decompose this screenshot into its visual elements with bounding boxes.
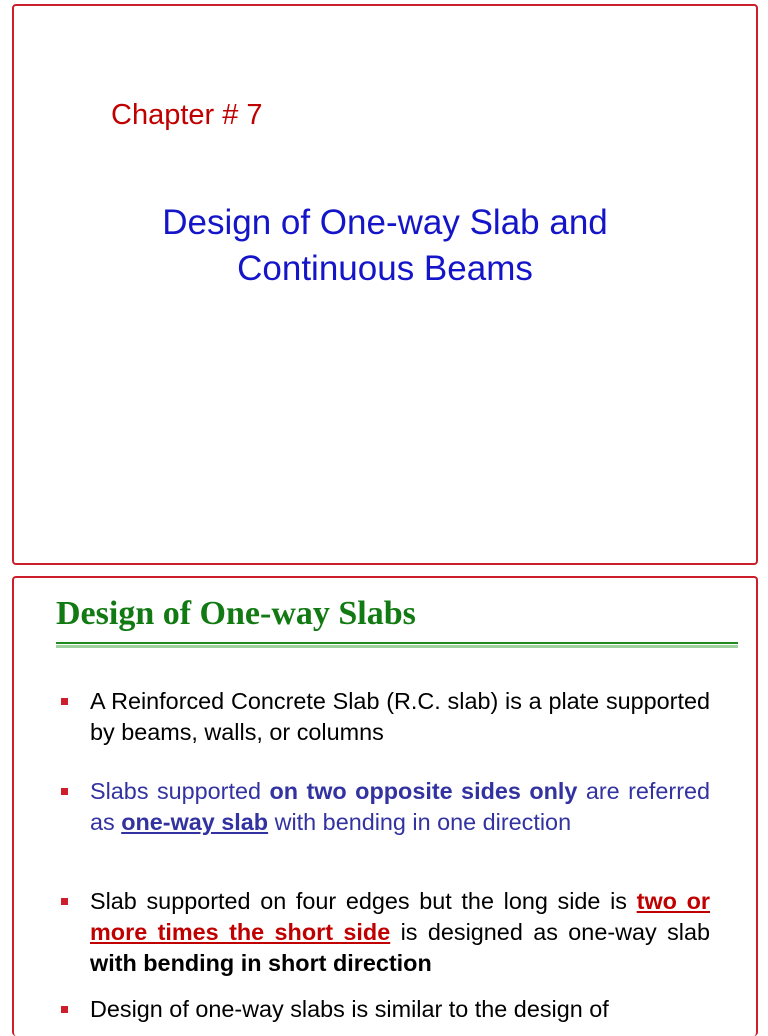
bullet-item bbox=[58, 686, 710, 748]
bullet-text: A Reinforced Concrete Slab (R.C. slab) is a plate supported by beams, walls, or columns bbox=[90, 688, 710, 745]
chapter-label: Chapter # 7 bbox=[111, 99, 263, 131]
slide-title bbox=[14, 200, 756, 292]
bullet-text-part: Slabs supported bbox=[90, 778, 270, 804]
bullet-marker-icon bbox=[61, 788, 68, 795]
bullet-emphasis-red: two or more times the short side bbox=[90, 888, 710, 945]
bullet-text bbox=[90, 776, 710, 838]
bullet-marker-icon bbox=[61, 1006, 68, 1013]
title-slide bbox=[12, 4, 758, 565]
bullet-text-part: are referred as bbox=[90, 778, 710, 835]
bullet-emphasis: with bending in short direction bbox=[90, 950, 432, 976]
bullet-text: Design of one-way slabs is similar to the design of bbox=[90, 996, 609, 1022]
bullet-text-part: is designed as one-way slab bbox=[390, 919, 711, 945]
section-heading: Design of One-way Slabs bbox=[56, 595, 416, 632]
bullet-item bbox=[58, 994, 710, 1025]
bullet-text-part: with bending in one direction bbox=[268, 809, 572, 835]
bullet-text-part: Slab supported on four edges but the long side is bbox=[90, 888, 637, 914]
slide-title-line-1: Design of One-way Slab and bbox=[162, 203, 608, 242]
bullet-emphasis: on two opposite sides only bbox=[269, 778, 578, 804]
bullet-marker-icon bbox=[61, 898, 68, 905]
slide-title-line-2: Continuous Beams bbox=[237, 249, 533, 288]
heading-underline bbox=[56, 642, 738, 650]
bullet-item bbox=[58, 886, 710, 979]
content-slide bbox=[12, 576, 758, 1036]
bullet-marker-icon bbox=[61, 698, 68, 705]
bullet-term-one-way-slab: one-way slab bbox=[121, 809, 269, 835]
bullet-text bbox=[90, 886, 710, 979]
bullet-item bbox=[58, 776, 710, 838]
